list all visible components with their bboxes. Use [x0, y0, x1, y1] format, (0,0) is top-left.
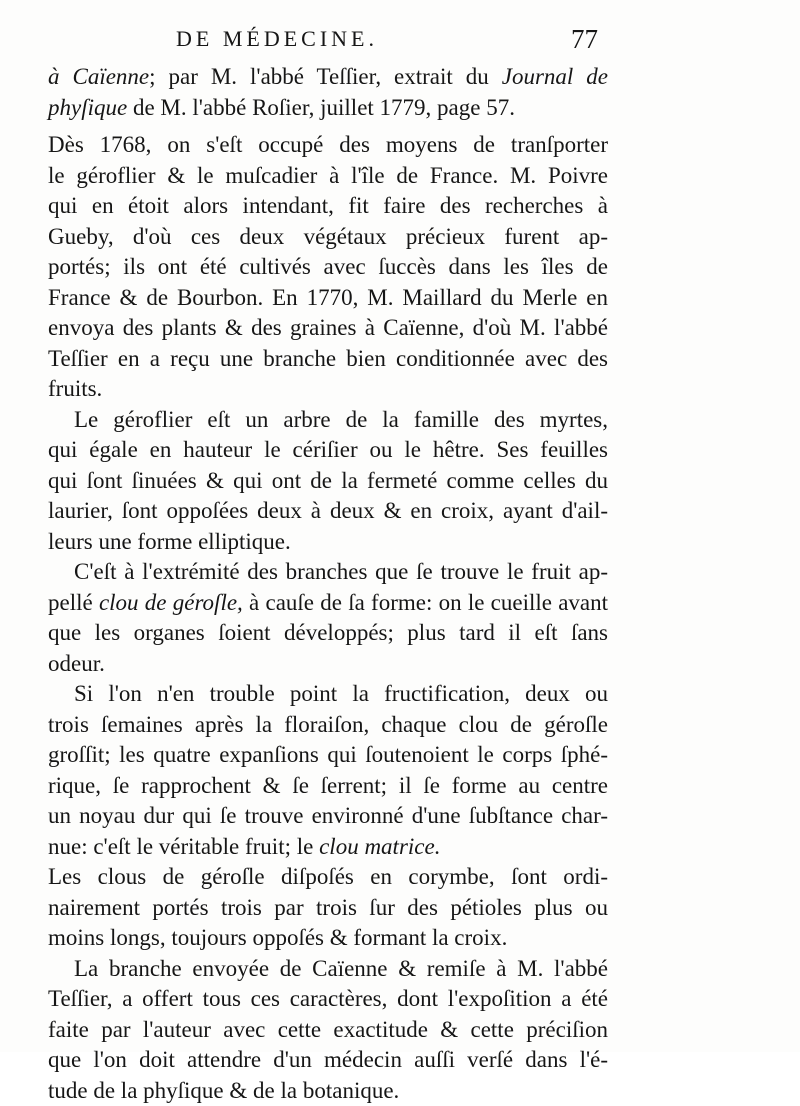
citation-line-2	[48, 93, 608, 124]
paragraph-line: que les organes ſoient développés; plus tard il eſt ſans	[48, 618, 608, 649]
page-number: 77	[571, 24, 598, 55]
paragraph-line: leurs une forme elliptique.	[48, 527, 608, 558]
citation-details: de M. l'abbé Roſier, juillet 1779, page 57.	[127, 95, 515, 120]
citation-journal: Journal de	[502, 64, 608, 89]
paragraph-4	[48, 679, 608, 862]
running-title: DE MÉDECINE.	[176, 26, 378, 51]
citation-block	[48, 62, 608, 123]
line-text: à cauſe de ſa forme: on le cueille avant	[243, 590, 608, 615]
paragraph-line: Teſſier, a offert tous ces caractères, dont l'expoſition a été	[48, 984, 608, 1015]
paragraph-line: rique, ſe rapprochent & ſe ſerrent; il ſe forme au centre	[48, 771, 608, 802]
paragraph-line: que l'on doit attendre d'un médecin auſſi verſé dans l'é-	[48, 1045, 608, 1076]
italic-term: clou matrice.	[319, 834, 440, 859]
citation-line-1	[48, 62, 608, 93]
paragraph-line: le géroflier & le muſcadier à l'île de France. M. Poivre	[48, 161, 608, 192]
paragraph-line: portés; ils ont été cultivés avec ſuccès dans les îles de	[48, 252, 608, 283]
paragraph-line: groſſit; les quatre expanſions qui ſoutenoient le corps ſphé-	[48, 740, 608, 771]
paragraph-5	[48, 862, 608, 954]
paragraph-line: nairement portés trois par trois ſur des pétioles plus ou	[48, 893, 608, 924]
paragraph-line: qui en étoit alors intendant, fit faire des recherches à	[48, 191, 608, 222]
paragraph-line: Gueby, d'où ces deux végétaux précieux furent ap-	[48, 222, 608, 253]
paragraph-line	[48, 588, 608, 619]
paragraph-line: La branche envoyée de Caïenne & remiſe à M. l'abbé	[48, 954, 608, 985]
paragraph-line: trois ſemaines après la floraiſon, chaque clou de géroſle	[48, 710, 608, 741]
paragraph-1	[48, 130, 608, 405]
paragraph-line: fruits.	[48, 374, 608, 405]
paragraph-line: un noyau dur qui ſe trouve environné d'une ſubſtance char-	[48, 801, 608, 832]
citation-journal-cont: phyſique	[48, 95, 127, 120]
paragraph-line: Si l'on n'en trouble point la fructification, deux ou	[48, 679, 608, 710]
paragraph-line: envoya des plants & des graines à Caïenne, d'où M. l'abbé	[48, 313, 608, 344]
citation-place: à Caïenne	[48, 64, 149, 89]
line-text: pellé	[48, 590, 99, 615]
running-header	[176, 26, 606, 60]
paragraph-line: Les clous de géroſle diſpoſés en corymbe, ſont ordi-	[48, 862, 608, 893]
paragraph-3	[48, 557, 608, 679]
paragraph-line: Le géroflier eſt un arbre de la famille des myrtes,	[48, 405, 608, 436]
page-body	[48, 62, 608, 1106]
paragraph-line: Teſſier en a reçu une branche bien conditionnée avec des	[48, 344, 608, 375]
paragraph-line: qui ſont ſinuées & qui ont de la fermeté comme celles du	[48, 466, 608, 497]
paragraph-line: France & de Bourbon. En 1770, M. Maillard du Merle en	[48, 283, 608, 314]
italic-term: clou de géroſle,	[99, 590, 243, 615]
paragraph-line	[48, 832, 608, 863]
paragraph-line: tude de la phyſique & de la botanique.	[48, 1076, 608, 1106]
paragraph-line: qui égale en hauteur le cériſier ou le hêtre. Ses feuilles	[48, 435, 608, 466]
paragraph-2	[48, 405, 608, 558]
paragraph-line: faite par l'auteur avec cette exactitude & cette préciſion	[48, 1015, 608, 1046]
paragraph-line: Dès 1768, on s'eſt occupé des moyens de tranſporter	[48, 130, 608, 161]
paragraph-line: C'eſt à l'extrémité des branches que ſe trouve le fruit ap-	[48, 557, 608, 588]
paragraph-line: laurier, ſont oppoſées deux à deux & en croix, ayant d'ail-	[48, 496, 608, 527]
paragraph-6	[48, 954, 608, 1106]
line-text: nue: c'eſt le véritable fruit; le	[48, 834, 319, 859]
paragraph-line: moins longs, toujours oppoſés & formant la croix.	[48, 923, 608, 954]
citation-text: ; par M. l'abbé Teſſier, extrait du	[149, 64, 502, 89]
paragraph-line: odeur.	[48, 649, 608, 680]
